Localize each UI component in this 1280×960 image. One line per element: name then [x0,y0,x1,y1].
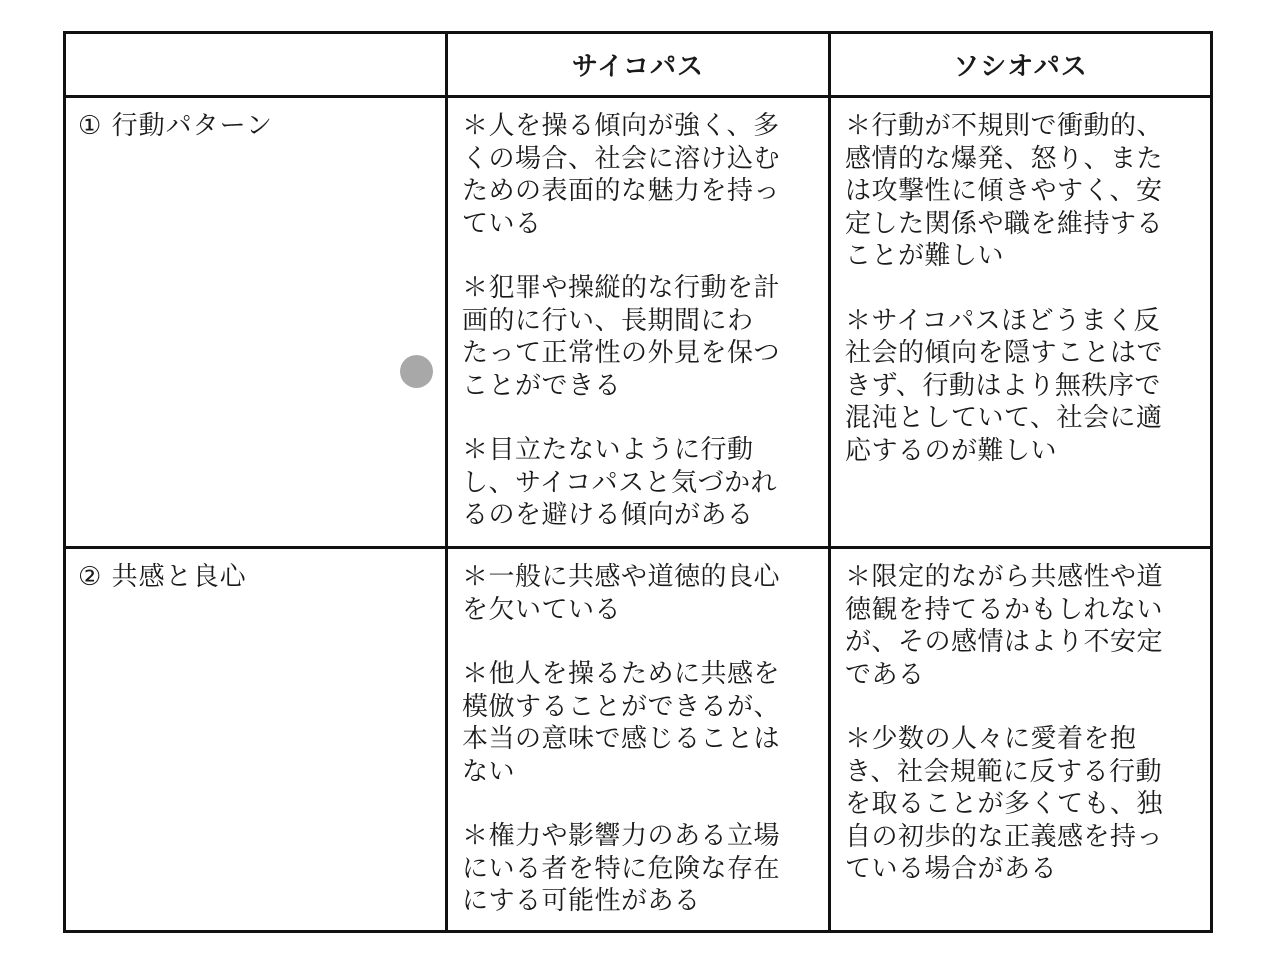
table-paragraph: ＊限定的ながら共感性や道 徳観を持てるかもしれない が、その感情はより不安定 である [845,562,1164,690]
header-sociopath-label: ソシオパス [953,52,1088,82]
header-psychopath [448,34,831,98]
pointer-dot-icon [400,355,433,388]
table-paragraph: ＊他人を操るために共感を 模倣することができるが、 本当の意味で感じることは ない [462,659,781,787]
table-paragraph: ＊一般に共感や道徳的良心 を欠いている [462,562,781,625]
row-label-empathy [66,549,448,930]
table-paragraph: ＊目立たないように行動 し、サイコパスと気づかれ るのを避ける傾向がある [462,435,778,530]
table-paragraph: ＊権力や影響力のある立場 にいる者を特に危険な存在 にする可能性がある [462,821,781,916]
cell-behavior-psychopath [448,98,831,549]
cell-empathy-sociopath [831,549,1210,930]
header-sociopath [831,34,1210,98]
header-psychopath-label: サイコパス [571,52,705,82]
cell-behavior-sociopath [831,98,1210,549]
table-paragraph: ＊人を操る傾向が強く、多 くの場合、社会に溶け込む ための表面的な魅力を持っ ている [462,111,781,239]
cell-empathy-psychopath [448,549,831,930]
table-paragraph: ＊少数の人々に愛着を抱 き、社会規範に反する行動 を取ることが多くても、独 自の初歩的な正義感を持っ ている場合がある [845,724,1164,884]
comparison-table [63,31,1213,933]
row-label-text: ② 共感と良心 [78,562,247,592]
table-paragraph: ＊犯罪や操縦的な行動を計 画的に行い、長期間にわ たって正常性の外見を保つ ことができる [462,273,781,401]
header-empty-cell [66,34,448,98]
row-label-behavior [66,98,448,549]
table-paragraph: ＊サイコパスほどうまく反 社会的傾向を隠すことはで きず、行動はより無秩序で 混沌としていて、社会に適 応するのが難しい [845,305,1164,466]
table-paragraph: ＊行動が不規則で衝動的、 感情的な爆発、怒り、また は攻撃性に傾きやすく、安 定した関係や職を維持する ことが難しい [845,111,1164,271]
row-label-text: ① 行動パターン [78,111,274,141]
